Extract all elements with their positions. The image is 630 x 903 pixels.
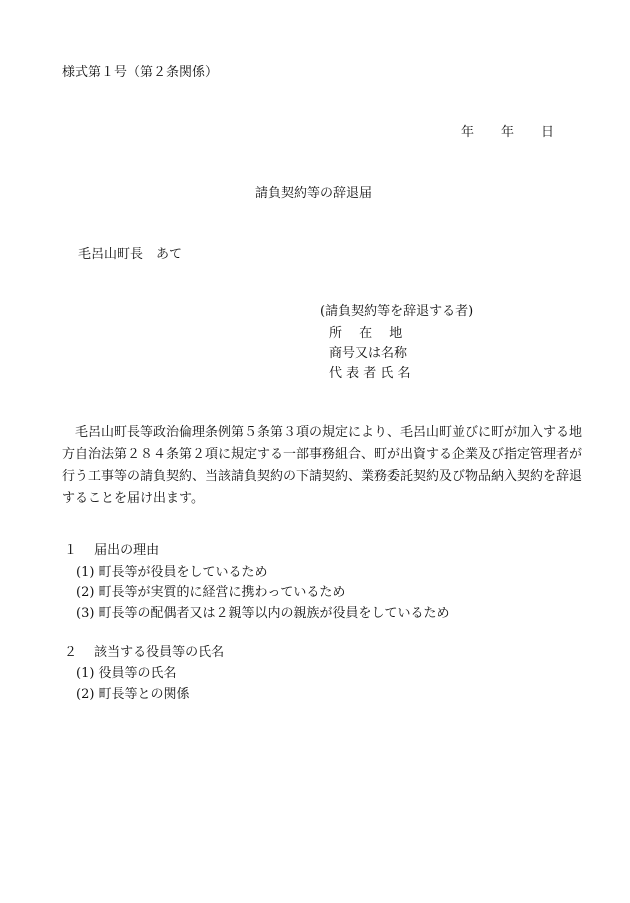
- form-label: 様式第１号（第２条関係）: [62, 65, 219, 80]
- date-year-label: 年: [461, 125, 475, 140]
- document-title: 請負契約等の辞退届: [255, 186, 373, 201]
- applicant-company-label: 商号又は名称: [329, 346, 408, 361]
- section-1-item: (3) 町長等の配偶者又は２親等以内の親族が役員をしているため: [76, 606, 450, 621]
- date-day-label: 日: [541, 125, 555, 140]
- applicant-address-label: 所 在 地: [329, 326, 403, 341]
- section-1-item: (1) 町長等が役員をしているため: [76, 565, 268, 580]
- applicant-header: (請負契約等を辞退する者): [320, 304, 474, 319]
- section-1-item: (2) 町長等が実質的に経営に携わっているため: [76, 585, 346, 600]
- section-2-heading: ２ 該当する役員等の氏名: [64, 645, 225, 660]
- date-month-label: 年: [501, 125, 515, 140]
- addressee: 毛呂山町長 あて: [78, 247, 183, 262]
- section-1-heading: １ 届出の理由: [64, 543, 160, 558]
- declaration-paragraph: 毛呂山町長等政治倫理条例第５条第３項の規定により、毛呂山町並びに町が加入する地方自治法第２８４条第２項に規定する一部事務組合、町が出資する企業及び指定管理者が行う工事等の請負契約、当該請負契約の下請契約、業務委託契約及び物品納入契約を辞退することを届け出ます。: [62, 425, 583, 506]
- section-2-item: (2) 町長等との関係: [76, 687, 190, 702]
- section-2-item: (1) 役員等の氏名: [76, 666, 177, 681]
- applicant-representative-label: 代 表 者 氏 名: [329, 366, 411, 381]
